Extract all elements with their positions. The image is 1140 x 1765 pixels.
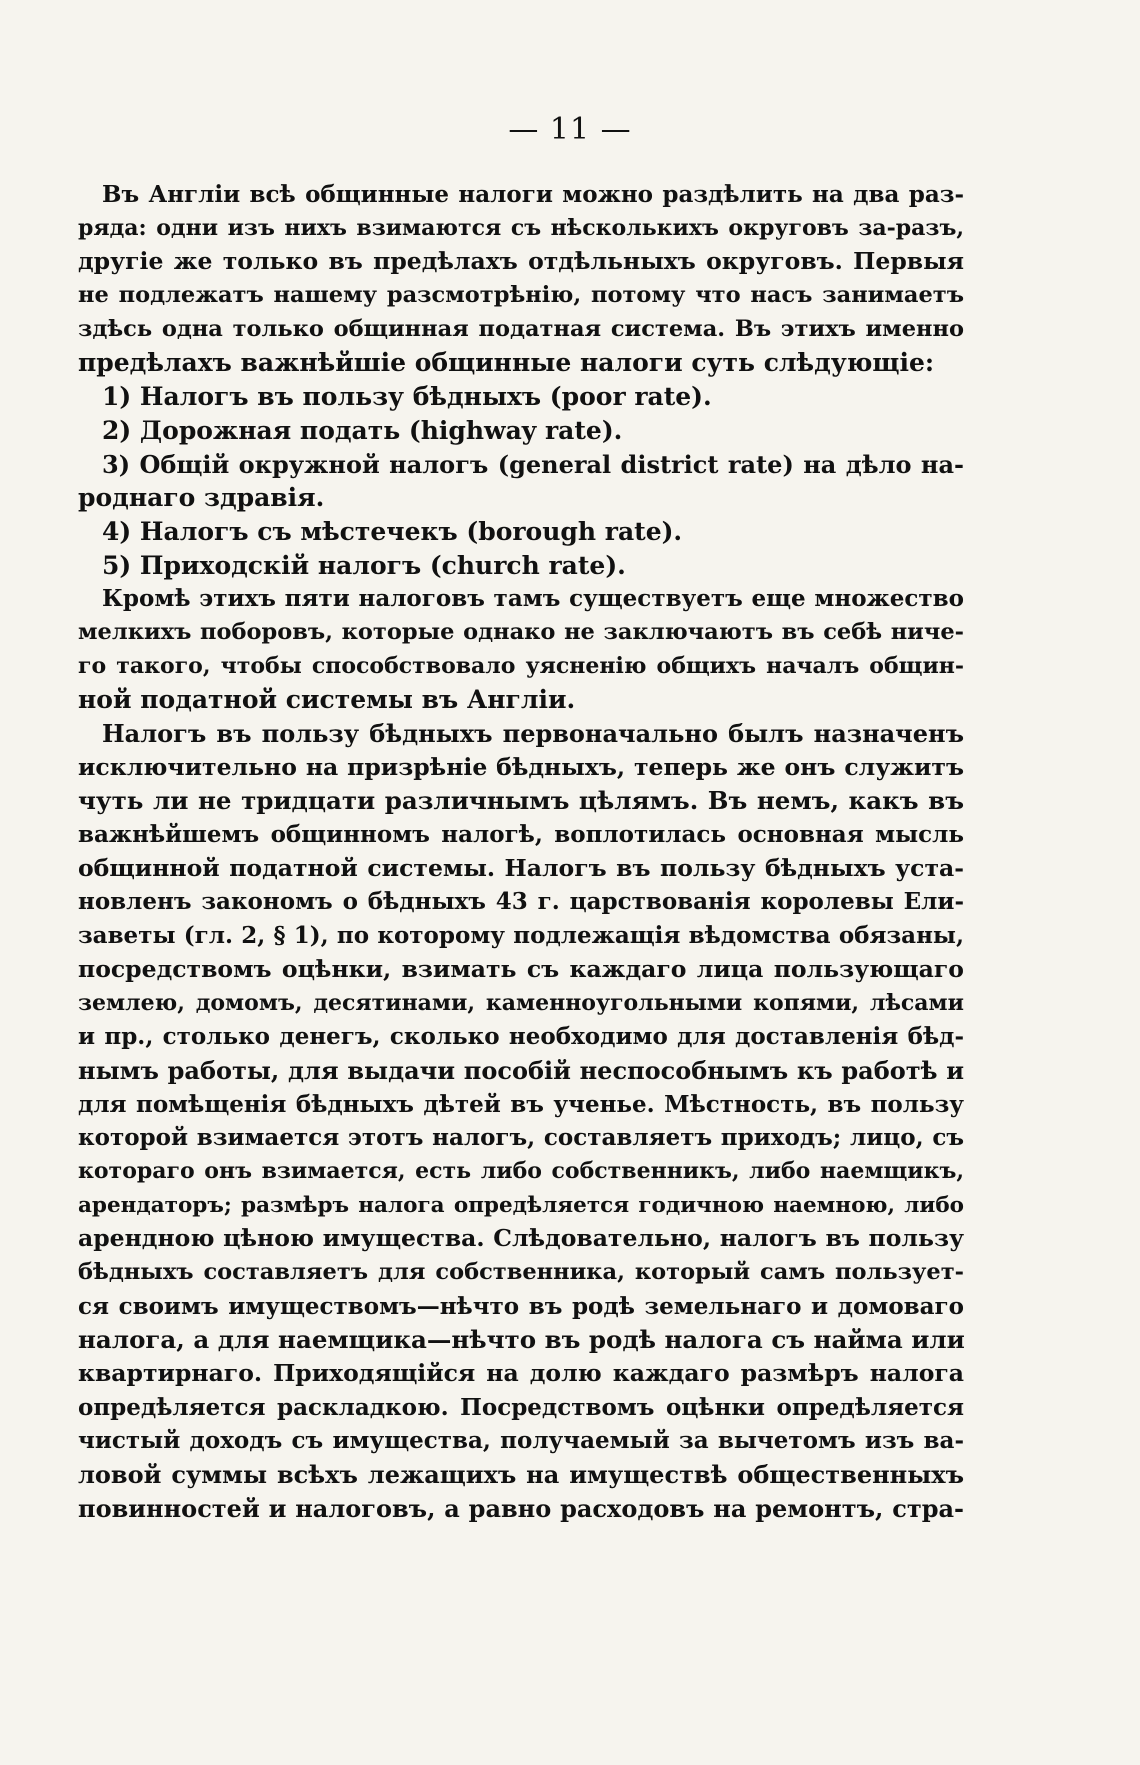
text-line: повинностей и налоговъ, а равно расходовъ на ремонтъ, стра- xyxy=(78,1493,964,1523)
text-line: нымъ работы, для выдачи пособій неспособнымъ къ работѣ и xyxy=(78,1055,964,1085)
text-line: землею, домомъ, десятинами, каменноугольными копями, лѣсами xyxy=(78,989,964,1016)
text-line: Въ Англіи всѣ общинные налоги можно раздѣлить на два раз- xyxy=(102,181,964,208)
text-line: ловой суммы всѣхъ лежащихъ на имуществѣ общественныхъ xyxy=(78,1460,964,1490)
text-line: 3) Общій окружной налогъ (general district rate) на дѣло на- xyxy=(102,449,964,479)
text-line: которой взимается этотъ налогъ, составляетъ приходъ; лицо, съ xyxy=(78,1124,964,1152)
text-line: предѣлахъ важнѣйшіе общинные налоги суть слѣдующіе: xyxy=(78,348,935,378)
text-line: здѣсь одна только общинная податная система. Въ этихъ именно xyxy=(78,315,964,342)
text-line: го такого, чтобы способствовало уясненію общихъ началъ общин- xyxy=(78,652,964,679)
text-line: не подлежатъ нашему разсмотрѣнію, потому что насъ занимаетъ xyxy=(78,282,964,309)
text-line: 1) Налогъ въ пользу бѣдныхъ (poor rate). xyxy=(102,382,712,412)
text-line: бѣдныхъ составляетъ для собственника, который самъ пользует- xyxy=(78,1259,964,1285)
text-line: опредѣляется раскладкою. Посредствомъ оцѣнки опредѣляется xyxy=(78,1393,964,1421)
text-line: общинной податной системы. Налогъ въ пользу бѣдныхъ уста- xyxy=(78,853,964,882)
text-line: чистый доходъ съ имущества, получаемый за вычетомъ изъ ва- xyxy=(78,1427,964,1455)
text-line: важнѣйшемъ общинномъ налогѣ, воплотилась основная мысль xyxy=(78,821,964,849)
text-line: 2) Дорожная подать (highway rate). xyxy=(102,415,623,445)
text-line: роднаго здравія. xyxy=(78,483,325,513)
text-line: чуть ли не тридцати различнымъ цѣлямъ. Въ немъ, какъ въ xyxy=(78,786,964,816)
text-line: 5) Приходскій налогъ (church rate). xyxy=(102,550,626,580)
text-line: посредствомъ оцѣнки, взимать съ каждаго лица пользующаго xyxy=(78,954,964,983)
text-line: ряда: одни изъ нихъ взимаются съ нѣсколькихъ округовъ за-разъ, xyxy=(78,214,964,241)
text-line: Кромѣ этихъ пяти налоговъ тамъ существуетъ еще множество xyxy=(102,585,964,613)
text-line: 4) Налогъ съ мѣстечекъ (borough rate). xyxy=(102,516,683,546)
body-text xyxy=(78,178,964,1526)
text-line: и пр., столько денегъ, сколько необходимо для доставленія бѣд- xyxy=(78,1023,964,1051)
text-line: арендною цѣною имущества. Слѣдовательно, налогъ въ пользу xyxy=(78,1224,964,1253)
text-line: заветы (гл. 2, § 1), по которому подлежащія вѣдомства обязаны, xyxy=(78,922,964,950)
text-line: арендаторъ; размѣръ налога опредѣляется годичною наемною, либо xyxy=(78,1192,964,1218)
text-line: квартирнаго. Приходящійся на долю каждаго размѣръ налога xyxy=(78,1359,964,1388)
text-line: Налогъ въ пользу бѣдныхъ первоначально былъ назначенъ xyxy=(102,719,964,748)
text-line: для помѣщенія бѣдныхъ дѣтей въ ученье. Мѣстность, въ пользу xyxy=(78,1090,964,1118)
text-line: другіе же только въ предѣлахъ отдѣльныхъ округовъ. Первыя xyxy=(78,247,964,276)
text-line: новленъ закономъ о бѣдныхъ 43 г. царствованія королевы Ели- xyxy=(78,888,964,916)
text-line: ся своимъ имуществомъ—нѣчто въ родѣ земельнаго и домоваго xyxy=(78,1292,964,1320)
text-line: мелкихъ поборовъ, которые однако не заключаютъ въ себѣ ниче- xyxy=(78,618,964,645)
page-number: — 11 — xyxy=(508,112,632,147)
text-line: котораго онъ взимается, есть либо собственникъ, либо наемщикъ, xyxy=(78,1157,964,1184)
text-line: налога, а для наемщика—нѣчто въ родѣ налога съ найма или xyxy=(78,1325,965,1355)
text-line: исключительно на призрѣніе бѣдныхъ, теперь же онъ служитъ xyxy=(78,752,964,781)
text-line: ной податной системы въ Англіи. xyxy=(78,685,576,715)
